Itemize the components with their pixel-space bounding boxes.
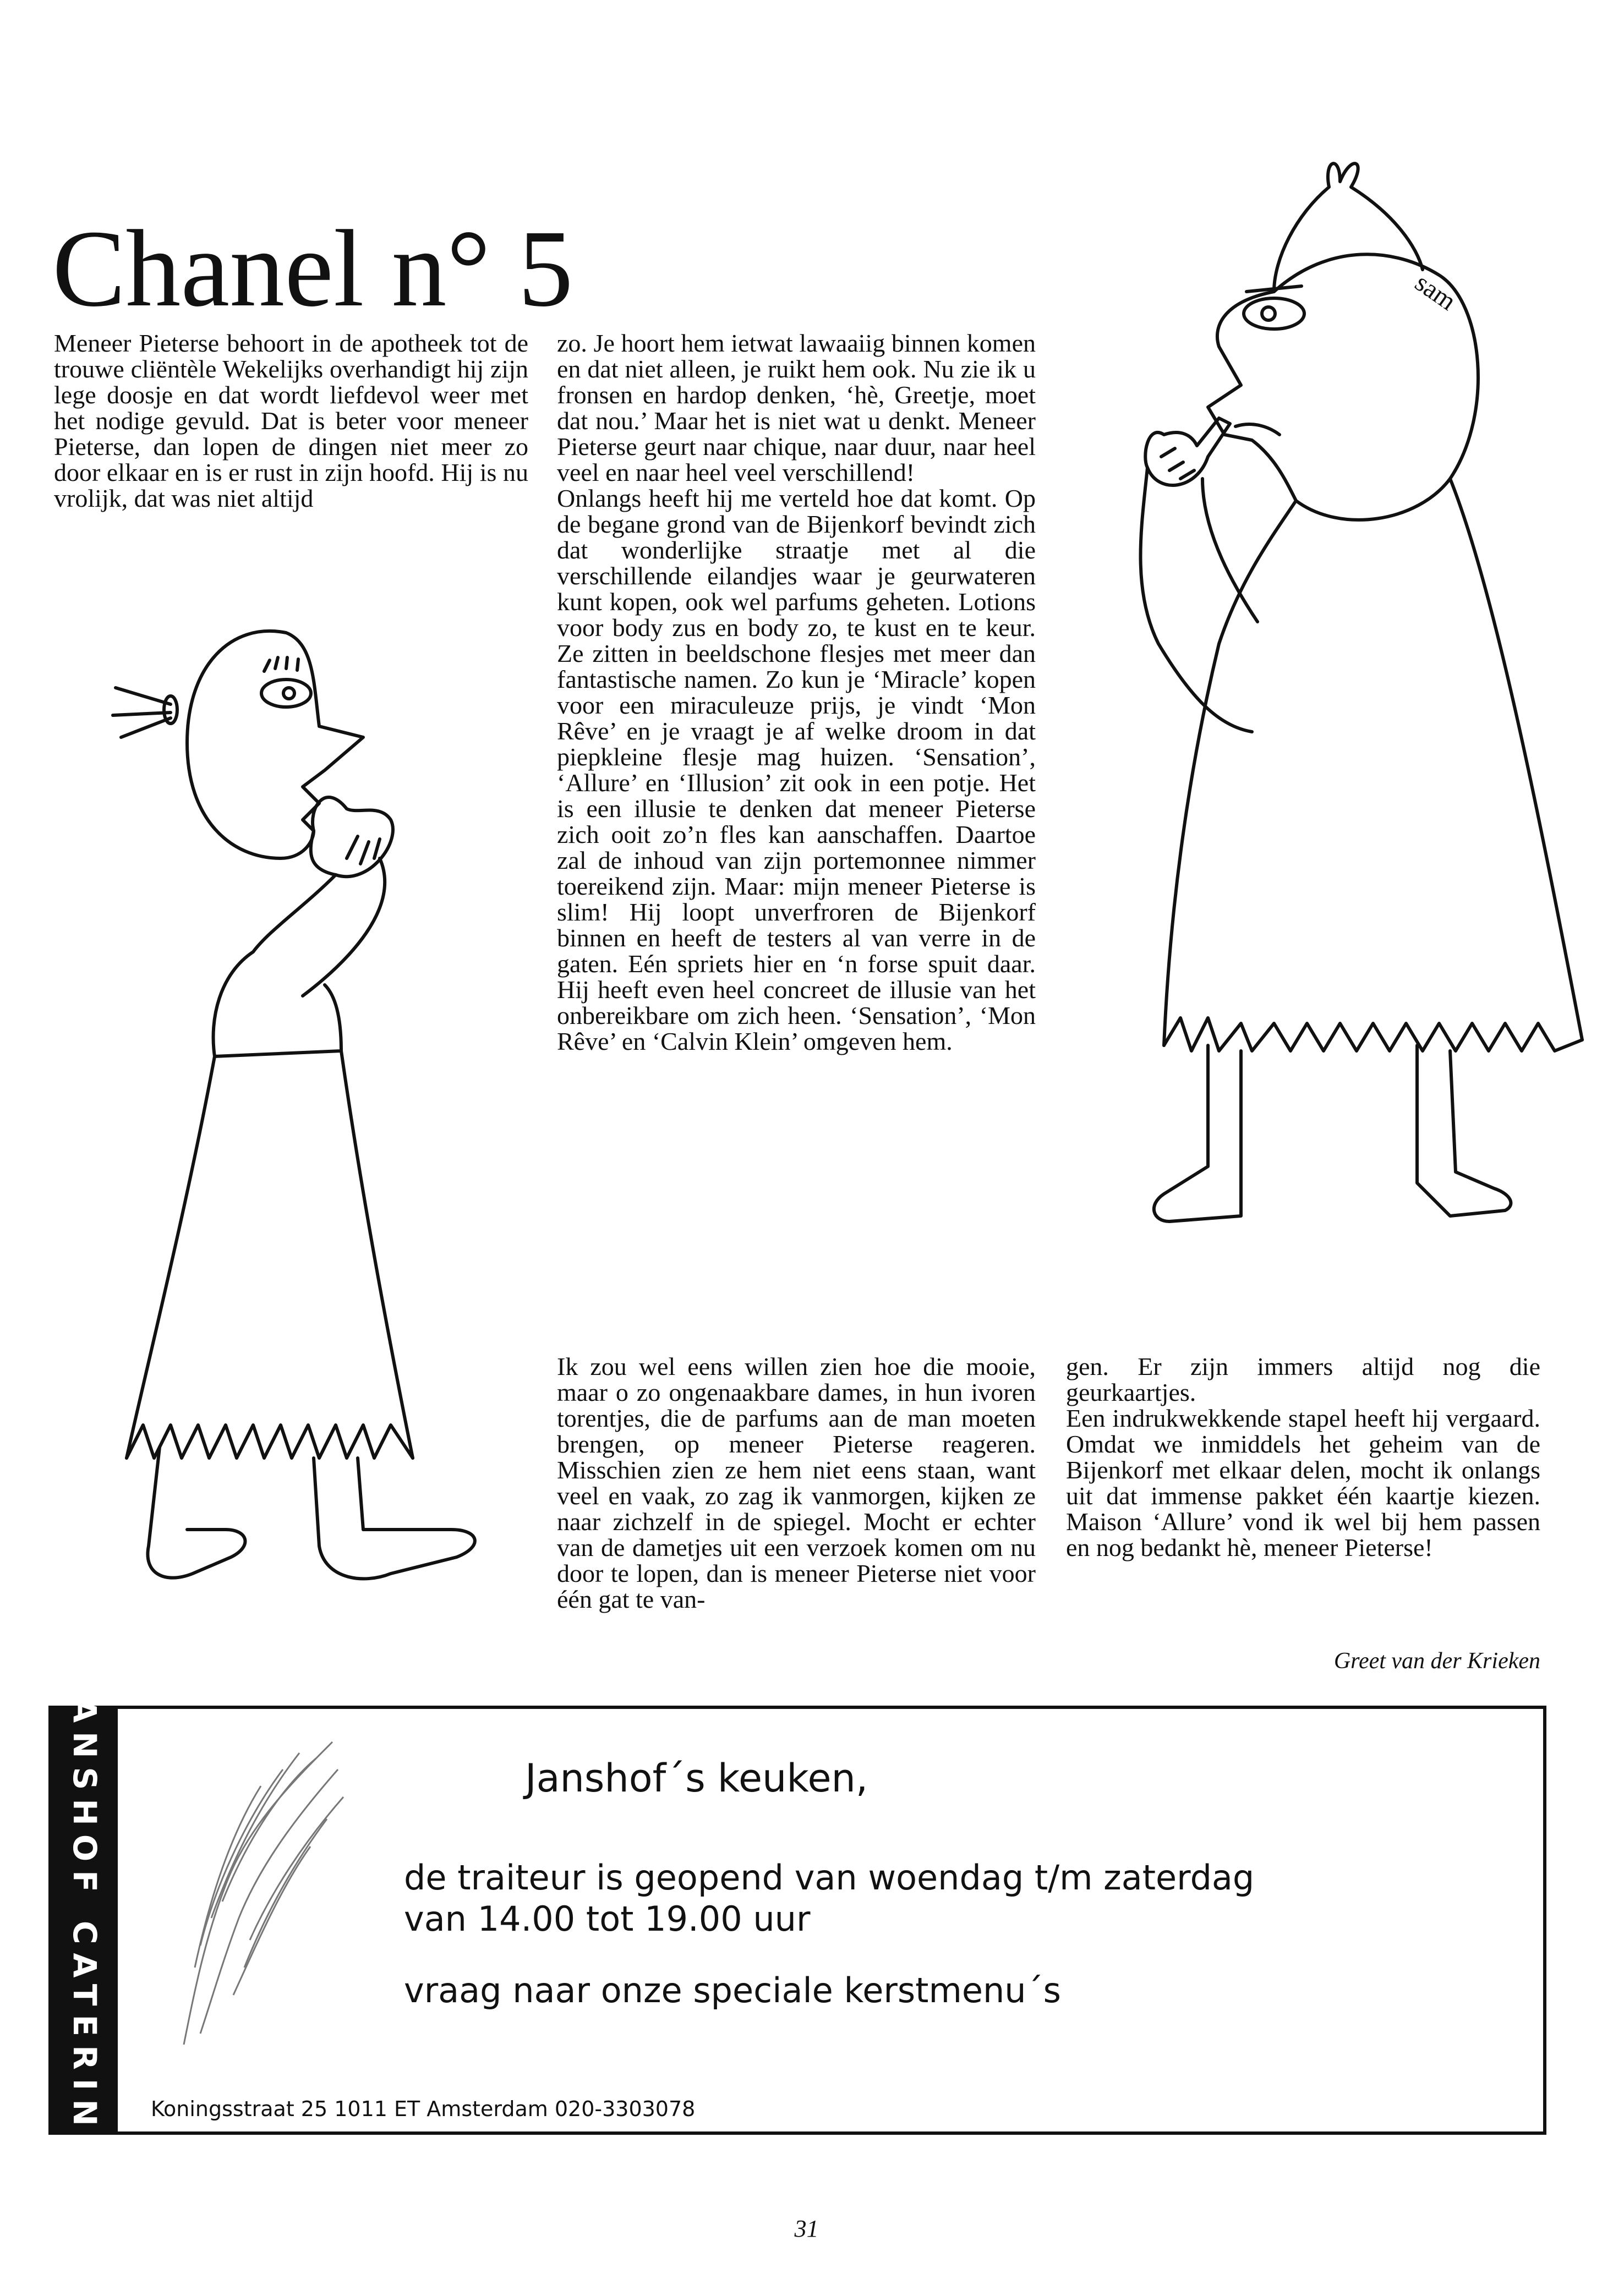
man-drawing-svg: [1109, 149, 1593, 1254]
pupil: [283, 688, 294, 699]
dress-hem: [127, 1425, 413, 1458]
robe: [1164, 479, 1582, 1045]
right-leg: [1417, 1045, 1511, 1216]
dress-top: [214, 952, 341, 1056]
paragraph: gen. Er zijn immers altijd nog die geurkaartjes.: [1066, 1352, 1540, 1406]
hat-label: sam: [1409, 267, 1462, 316]
ad-side-text: JANSHOF CATERING: [66, 1677, 103, 2170]
eye: [261, 680, 311, 707]
man-drawing: [1109, 149, 1593, 1254]
pupil: [1262, 307, 1275, 320]
lash: [297, 659, 298, 670]
article-title: Chanel n° 5: [52, 208, 573, 330]
lash: [275, 657, 278, 668]
article-column-2: [557, 330, 1036, 1054]
ad-title: Janshof´s keuken,: [525, 1756, 868, 1801]
page-number: 31: [794, 2215, 819, 2242]
woman-drawing: [105, 600, 523, 1618]
lash: [264, 660, 270, 671]
advertisement-box: [48, 1677, 1546, 2170]
ad-opening-hours: van 14.00 tot 19.00 uur: [404, 1899, 811, 1939]
left-leg: [1154, 1045, 1241, 1221]
paragraph: Onlangs heeft hij me verteld hoe dat komt. Op de begane grond van de Bijenkorf bevindt zich dat wonderlijke straatje met al die verschillende eilandjes waar je geurwateren kunt kopen, ook wel parfums geheten. Lotions voor body zus en body zo, te kust en te keur. Ze zitten in beeldschone flesjes met meer dan fantastische namen. Zo kun je ‘Miracle’ kopen voor een miraculeuze prijs, je vindt ‘Mon Rêve’ en je vraagt je af welke droom in dat piepkleine flesje mag huizen. ‘Sensation’, ‘Allure’ en ‘Illusion’ zit ook in een potje. Het is een illusie te denken dat meneer Pieterse zich ooit zo’n fles kan aanschaffen. Daartoe zal de inhoud van zijn portemonnee nimmer toereikend zijn. Maar: mijn meneer Pieterse is slim! Hij loopt unverfroren de Bijenkorf binnen en heeft de testers al van verre in de gaten. Eén spriets hier en ‘n forse spuit daar. Hij heeft even heel concreet de illusie van het onbereikbare om zich heen. ‘Sensation’, ‘Mon Rêve’ en ‘Calvin Klein’ omgeven hem.: [557, 484, 1036, 1055]
paragraph: Een indrukwekkende stapel heeft hij vergaard. Omdat we inmiddels het geheim van de Bijenkorf met elkaar delen, mocht ik onlangs uit dat immense pakket één kaartje kiezen. Maison ‘Allure’ vond ik wel bij hem passen en nog bedankt hè, meneer Pieterse!: [1066, 1404, 1540, 1561]
article-column-3: [1066, 1354, 1540, 1560]
arm: [1141, 468, 1258, 732]
left-leg: [147, 1447, 245, 1578]
robe-hem: [1164, 1018, 1582, 1051]
article-column-2-continued: [557, 1354, 1036, 1612]
arm: [253, 858, 385, 996]
paragraph: Meneer Pieterse behoort in de apotheek tot de trouwe cliëntèle Wekelijks overhandigt hij zijn lege doosje en dat wordt liefdevol weer met het nodige gevuld. Dat is beter voor meneer Pieterse, dan lopen de dingen niet meer zo door elkaar en is er rust in zijn hoofd. Hij is nu vrolijk, dat was niet altijd: [54, 329, 528, 512]
lash: [286, 657, 287, 668]
ponytail: [113, 688, 171, 737]
hair-tuft: [1274, 163, 1423, 292]
paragraph: Ik zou wel eens willen zien hoe die mooie, maar o zo ongenaakbare dames, in hun ivoren torentjes, die de parfums aan de man moeten brengen, op meneer Pieterse reageren. Misschien zien ze hem niet eens staan, want veel en vaak, zo zag ik vanmorgen, kijken ze naar zichzelf in de spiegel. Mocht er echter van de dametjes uit een verzoek komen om nu door te lopen, dan is meneer Pieterse niet voor één gat te van-: [557, 1352, 1036, 1613]
fingers: [347, 836, 380, 864]
paragraph: zo. Je hoort hem ietwat lawaaiig binnen komen en dat niet alleen, je ruikt hem ook. Nu zie ik u fronsen en hardop denken, ‘hè, Greetje, moet dat nou.’ Maar het is niet wat u denkt. Meneer Pieterse geurt naar chique, naar duur, naar heel veel en naar heel veel verschillend!: [557, 329, 1036, 486]
article-column-1: [54, 330, 528, 511]
author-signature: Greet van der Krieken: [1333, 1648, 1540, 1674]
ad-opening-days: de traiteur is geopend van woendag t/m zaterdag: [404, 1857, 1255, 1898]
feather-icon: [151, 1736, 354, 2056]
right-leg: [314, 1458, 475, 1579]
dress: [127, 1051, 413, 1458]
ad-side-bar: [52, 1677, 118, 2170]
ad-address: Koningsstraat 25 1011 ET Amsterdam 020-3303078: [151, 2097, 696, 2121]
woman-drawing-svg: [105, 600, 523, 1618]
ad-christmas-menu: vraag naar onze speciale kerstmenu´s: [404, 1970, 1061, 2010]
mouth: [1235, 424, 1280, 435]
fingers: [1161, 448, 1194, 479]
